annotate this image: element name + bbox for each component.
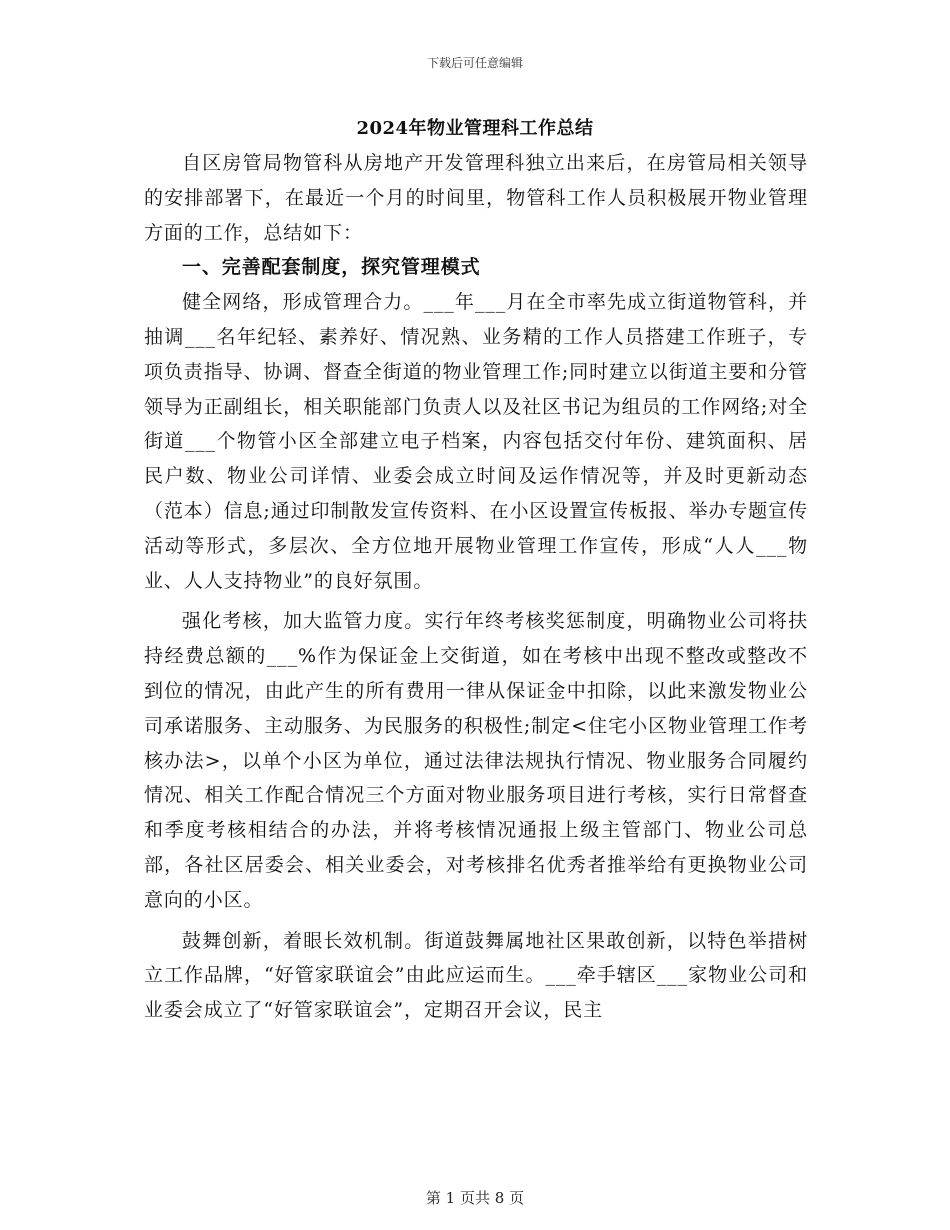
- intro-paragraph: 自区房管局物管科从房地产开发管理科独立出来后，在房管局相关领导的安排部署下，在最近一个月的时间里，物管科工作人员积极展开物业管理方面的工作，总结如下：: [144, 152, 808, 244]
- section-heading-1: 一、完善配套制度，探究管理模式: [182, 256, 481, 279]
- document-title: 2024年物业管理科工作总结: [356, 118, 594, 139]
- header-note: 下载后可任意编辑: [426, 56, 523, 70]
- body-paragraph-2: 强化考核，加大监管力度。实行年终考核奖惩制度，明确物业公司将扶持经费总额的___%作为保证金上交街道，如在考核中出现不整改或整改不到位的情况，由此产生的所有费用一律从保证金中扣除，以此来激发物业公司承诺服务、主动服务、为民服务的积极性;制定<住宅小区物业管理工作考核办法>，以单个小区为单位，通过法律法规执行情况、物业服务合同履约情况、相关工作配合情况三个方面对物业服务项目进行考核，实行日常督查和季度考核相结合的办法，并将考核情况通报上级主管部门、物业公司总部，各社区居委会、相关业委会，对考核排名优秀者推举给有更换物业公司意向的小区。: [144, 610, 808, 911]
- document-body: [144, 146, 808, 1028]
- page-number: 第 1 页共 8 页: [425, 1189, 525, 1207]
- body-paragraph-1: 健全网络，形成管理合力。___年___月在全市率先成立街道物管科，并抽调___名年纪轻、素养好、情况熟、业务精的工作人员搭建工作班子，专项负责指导、协调、督查全街道的物业管理工作;同时建立以街道主要和分管领导为正副组长，相关职能部门负责人以及社区书记为组员的工作网络;对全街道___个物管小区全部建立电子档案，内容包括交付年份、建筑面积、居民户数、物业公司详情、业委会成立时间及运作情况等，并及时更新动态（范本）信息;通过印制散发宣传资料、在小区设置宣传板报、举办专题宣传活动等形式，多层次、全方位地开展物业管理工作宣传，形成“人人___物业、人人支持物业”的良好氛围。: [144, 291, 809, 592]
- body-paragraph-3: 鼓舞创新，着眼长效机制。街道鼓舞属地社区果敢创新，以特色举措树立工作品牌，“好管家联谊会”由此应运而生。___牵手辖区___家物业公司和业委会成立了“好管家联谊会”，定期召开会议，民主: [144, 929, 808, 1022]
